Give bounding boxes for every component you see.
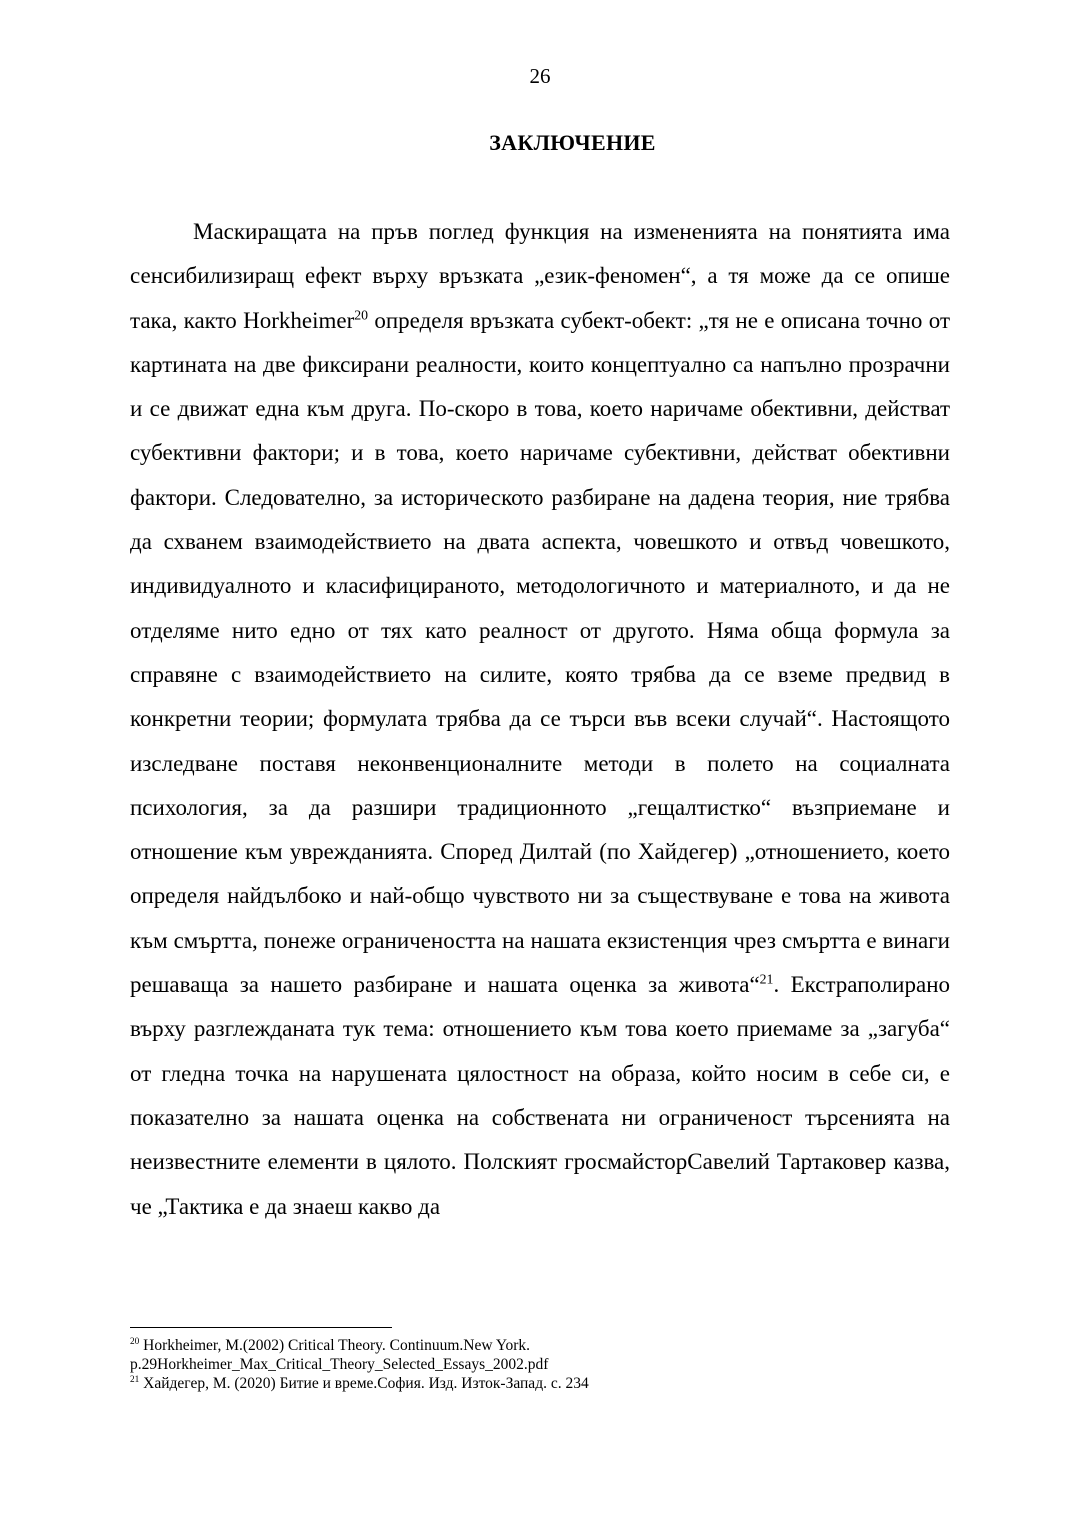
footnote-text: Хайдегер, М. (2020) Битие и време.София. Изд. Изток-Запад. с. 234	[143, 1375, 589, 1392]
footnotes	[130, 1336, 950, 1393]
page-number: 26	[529, 64, 551, 88]
footnote-ref-20[interactable]: 20	[354, 306, 369, 322]
footnote-number: 20	[130, 1336, 140, 1347]
paragraph-text-part-1: Маскиращата на пръв поглед функция на измененията на понятията има сенсибилизиращ ефект върху връзката „език-феномен“, а тя може да се опише така, както Horkheimer	[130, 219, 950, 333]
footnote-21	[130, 1374, 950, 1393]
footnote-text: Horkheimer, M.(2002) Critical Theory. Continuum.New York.	[143, 1337, 531, 1354]
section-title: ЗАКЛЮЧЕНИЕ	[489, 130, 656, 155]
main-paragraph	[130, 210, 950, 1229]
footnote-number: 21	[130, 1374, 140, 1385]
footnote-ref-21[interactable]: 21	[759, 971, 774, 987]
footnote-text-continued: p.29Horkheimer_Max_Critical_Theory_Selected_Essays_2002.pdf	[130, 1356, 549, 1373]
footnote-separator	[130, 1327, 392, 1328]
footnote-20	[130, 1336, 950, 1374]
paragraph-text-part-2: определя връзката субект-обект: „тя не е описана точно от картината на две фиксирани реалности, които концептуално са напълно прозрачни и се движат една към друга. По-скоро в това, което наричаме обективни, действат субективни фактори; и в това, което наричаме субективни, действат обективни фактори. Следователно, за историческото разбиране на дадена теория, ние трябва да схванем взаимодействието на двата аспекта, човешкото и отвъд човешкото, индивидуалното и класифицираното, методологичното и материалното, и да не отделяме нито едно от тях като реалност от другото. Няма обща формула за справяне с взаимодействието на силите, която трябва да се вземе предвид в конкретни теории; формулата трябва да се търси във всеки случай“. Настоящото изследване поставя неконвенционалните методи в полето на социалната психология, за да разшири традиционното „гещалтистко“ възприемане и отношение към уврежданията. Според Дилтай (по Хайдегер) „отношението, което определя найдълбоко и най-общо чувството ни за съществуване е това на живота към смъртта, понеже ограничеността на нашата екзистенция чрез смъртта е винаги решаваща за нашето разбиране и нашата оценка за живота“	[130, 307, 950, 998]
paragraph-text-part-3: . Екстраполирано върху разглежданата тук тема: отношението към това което приемаме за „загуба“ от гледна точка на нарушената цялостност на образа, който носим в себе си, е показателно за нашата оценка на собствената ни ограниченост търсенията на неизвестните елементи в цялото. Полският гросмайсторСавелий Тартаковер казва, че „Тактика е да знаеш какво да	[130, 972, 951, 1219]
